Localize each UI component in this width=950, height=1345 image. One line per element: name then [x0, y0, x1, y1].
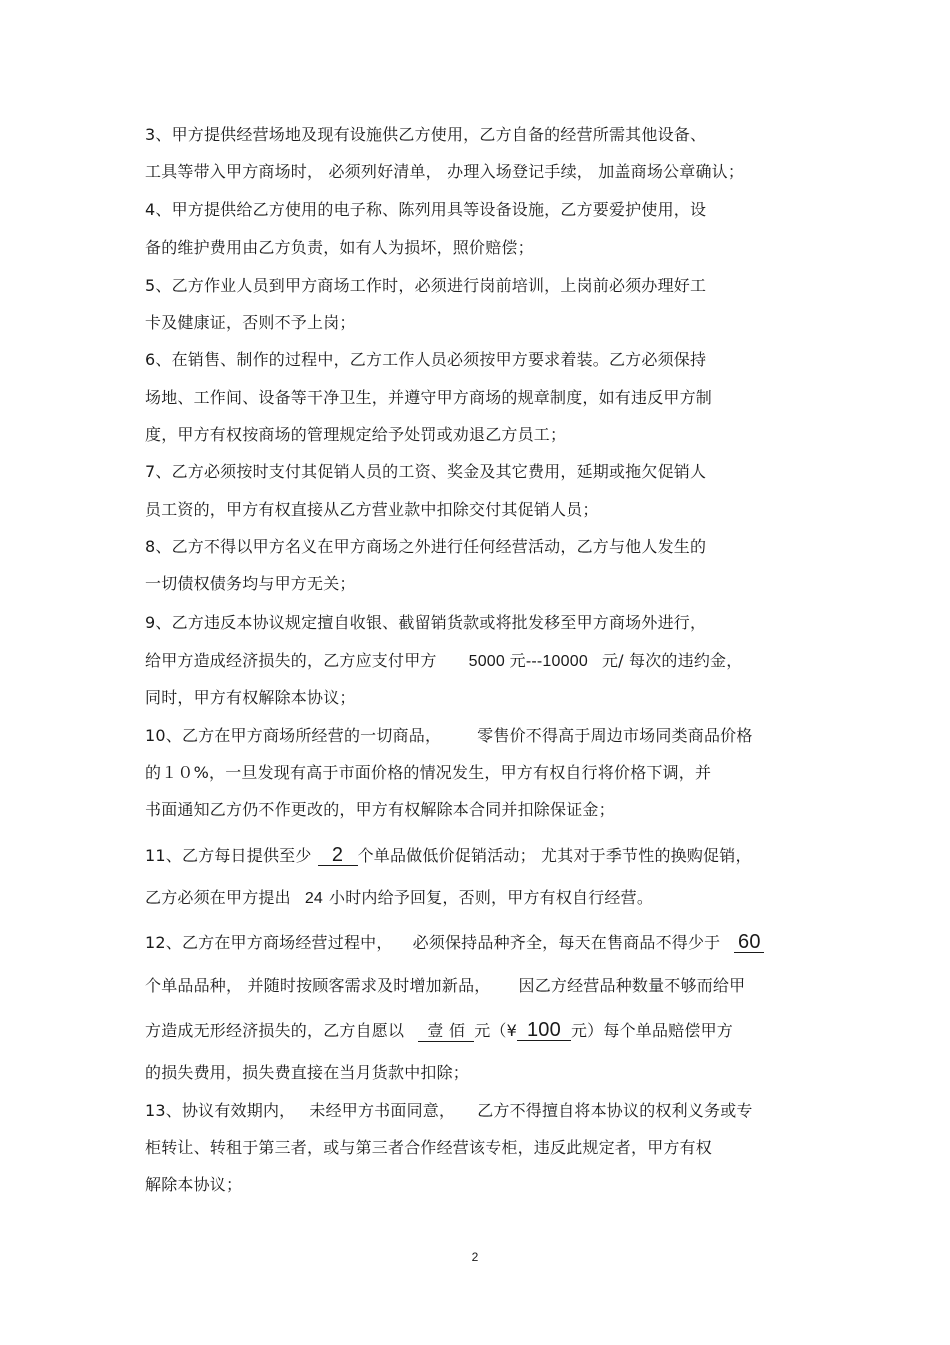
clause-11-line-1 — [145, 845, 752, 866]
clause-6-line-1: 6、在销售、制作的过程中，乙方工作人员必须按甲方要求着装。乙方必须保持 — [145, 350, 707, 369]
clause-12-text-c: 个单品品种， 并随时按顾客需求及时增加新品， — [145, 976, 491, 995]
clause-12-line-2 — [145, 976, 745, 996]
clause-11-text-d: 小时内给予回复，否则，甲方有权自行经营。 — [329, 888, 654, 907]
clause-5-line-2: 卡及健康证，否则不予上岗； — [145, 313, 356, 332]
clause-13-line-2: 柜转让、转租于第三者，或与第三者合作经营该专柜，违反此规定者，甲方有权 — [145, 1138, 713, 1157]
clause-12-text-a: 12、乙方在甲方商场经营过程中， — [145, 933, 393, 952]
clause-11-hours: 24 — [304, 890, 324, 907]
clause-7-line-1: 7、乙方必须按时支付其促销人员的工资、奖金及其它费用，延期或拖欠促销人 — [145, 462, 707, 481]
clause-13-line-1 — [145, 1101, 753, 1121]
clause-11-text-c: 乙方必须在甲方提出 — [145, 888, 291, 907]
clause-8-line-1: 8、乙方不得以甲方名义在甲方商场之外进行任何经营活动，乙方与他人发生的 — [145, 537, 707, 556]
clause-13-text-a: 13、协议有效期内， — [145, 1101, 296, 1120]
clause-12-text-e: 方造成无形经济损失的，乙方自愿以 — [145, 1021, 405, 1040]
clause-3-line-1: 3、甲方提供经营场地及现有设施供乙方使用，乙方自备的经营所需其他设备、 — [145, 125, 707, 144]
clause-6-line-2: 场地、工作间、设备等干净卫生，并遵守甲方商场的规章制度，如有违反甲方制 — [145, 388, 713, 407]
clause-11-min-items-blank: 2 — [318, 845, 358, 866]
clause-12-text-d: 因乙方经营品种数量不够而给甲 — [518, 976, 746, 995]
clause-13-text-b: 未经甲方书面同意， — [309, 1101, 456, 1120]
clause-13-line-3: 解除本协议； — [145, 1175, 243, 1194]
clause-12-amount-words-blank: 壹 佰 — [418, 1021, 474, 1042]
clause-12-line-1 — [145, 932, 764, 953]
clause-10-text-b: 零售价不得高于周边市场同类商品价格 — [477, 726, 753, 745]
clause-12-text-b: 必须保持品种齐全，每天在售商品不得少于 — [412, 933, 721, 952]
clause-7-line-2: 员工资的，甲方有权直接从乙方营业款中扣除交付其促销人员； — [145, 500, 599, 519]
clause-4-line-2: 备的维护费用由乙方负责，如有人为损坏，照价赔偿； — [145, 238, 534, 257]
clause-5-line-1: 5、乙方作业人员到甲方商场工作时，必须进行岗前培训，上岗前必须办理好工 — [145, 276, 707, 295]
clause-10-line-1 — [145, 726, 753, 746]
clause-12-text-g: 元）每个单品赔偿甲方 — [570, 1021, 733, 1040]
clause-12-line-3 — [145, 1020, 733, 1042]
clause-9-line-3: 同时，甲方有权解除本协议； — [145, 688, 356, 707]
clause-12-amount-yuan-blank: 100 — [517, 1020, 571, 1041]
clause-3-line-2: 工具等带入甲方商场时， 必须列好清单， 办理入场登记手续， 加盖商场公章确认； — [145, 162, 745, 181]
clause-10-text-a: 10、乙方在甲方商场所经营的一切商品， — [145, 726, 442, 745]
clause-12-text-f: 元（¥ — [474, 1021, 517, 1040]
clause-9-text-b: 元/ 每次的违约金， — [601, 651, 743, 670]
clause-6-line-3: 度，甲方有权按商场的管理规定给予处罚或劝退乙方员工； — [145, 425, 567, 444]
clause-11-line-2 — [145, 888, 653, 909]
clause-9-line-1: 9、乙方违反本协议规定擅自收银、截留销货款或将批发移至甲方商场外进行， — [145, 613, 707, 632]
clause-12-min-items-blank: 60 — [734, 932, 764, 953]
clause-11-text-a: 11、乙方每日提供至少 — [145, 846, 312, 865]
clause-4-line-1: 4、甲方提供给乙方使用的电子称、陈列用具等设备设施，乙方要爱护使用，设 — [145, 200, 707, 219]
clause-10-line-2: 的１０%，一旦发现有高于市面价格的情况发生，甲方有权自行将价格下调，并 — [145, 763, 712, 782]
clause-13-text-c: 乙方不得擅自将本协议的权利义务或专 — [477, 1101, 753, 1120]
clause-9-penalty-amount: 5000 元---10000 — [468, 653, 588, 670]
clause-9-line-2 — [145, 651, 742, 672]
clause-11-text-b: 个单品做低价促销活动； 尤其对于季节性的换购促销， — [357, 846, 752, 865]
page-number: 2 — [471, 1250, 479, 1264]
clause-12-line-4: 的损失费用，损失费直接在当月货款中扣除； — [145, 1063, 470, 1082]
clause-10-line-3: 书面通知乙方仍不作更改的，甲方有权解除本合同并扣除保证金； — [145, 800, 615, 819]
clause-8-line-2: 一切债权债务均与甲方无关； — [145, 574, 356, 593]
clause-9-text-a: 给甲方造成经济损失的，乙方应支付甲方 — [145, 651, 437, 670]
